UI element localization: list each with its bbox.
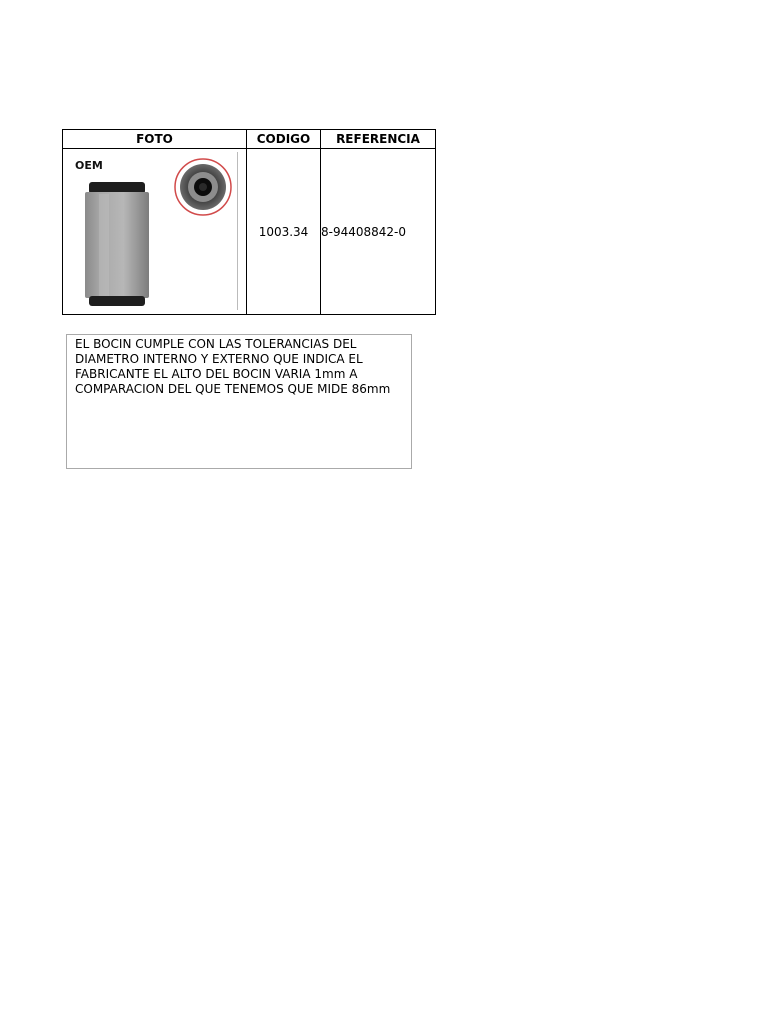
foto-cell [63,149,247,315]
table-header-row [63,130,436,149]
parts-table [62,129,436,315]
bushing-photo [69,152,238,310]
note-text: EL BOCIN CUMPLE CON LAS TOLERANCIAS DEL DIAMETRO INTERNO Y EXTERNO QUE INDICA EL FABRICANTE EL ALTO DEL BOCIN VARIA 1mm A COMPARACION DEL QUE TENEMOS QUE MIDE 86mm [75,337,391,396]
header-referencia: REFERENCIA [321,130,436,149]
oem-label: OEM [75,159,103,172]
note-textbox [66,334,412,469]
codigo-cell: 1003.34 [247,149,321,315]
header-foto: FOTO [63,130,247,149]
header-codigo: CODIGO [247,130,321,149]
table-row [63,149,436,315]
referencia-cell: 8-94408842-0 [321,149,436,315]
